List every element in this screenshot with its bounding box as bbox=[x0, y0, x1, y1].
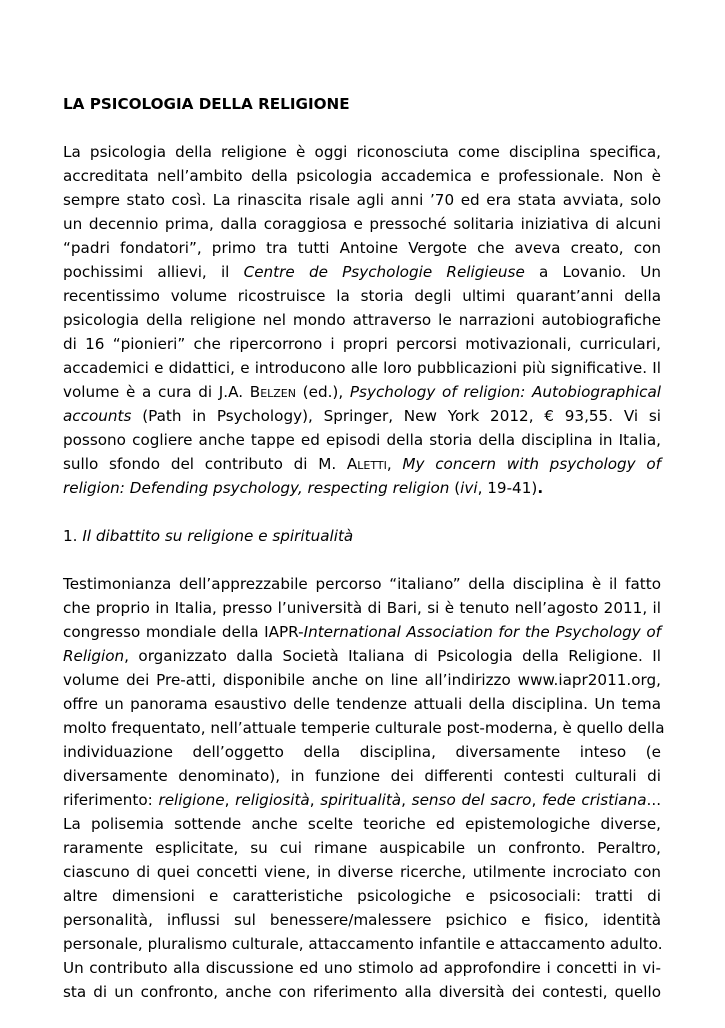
text-run: , 19-41) bbox=[477, 479, 538, 497]
text-line: offre un panorama esaustivo delle tendenze attuali della disciplina. Un tema bbox=[63, 695, 661, 713]
italic-term: religione bbox=[158, 791, 225, 809]
text-run: , bbox=[401, 791, 412, 809]
text-run: , bbox=[309, 791, 321, 809]
text-line: accademici e didattici, e introducono alle loro pubblicazioni più significative. Il bbox=[63, 359, 661, 377]
text-line: che proprio in Italia, presso l’università di Bari, si è tenuto nell’agosto 2011, il bbox=[63, 599, 661, 617]
author-surname: elzen bbox=[260, 383, 296, 401]
body-paragraph bbox=[63, 572, 665, 1004]
document-title: LA PSICOLOGIA DELLA RELIGIONE bbox=[63, 95, 350, 113]
italic-ref: ivi bbox=[460, 479, 478, 497]
italic-title: My concern with psychology of bbox=[402, 455, 661, 473]
text-line: Un contributo alla discussione ed uno stimolo ad approfondire i concetti in vi- bbox=[63, 959, 661, 977]
text-line: volume dei Pre-atti, disponibile anche on line all’indirizzo www.iapr2011.org, bbox=[63, 671, 661, 689]
text-line: un decennio prima, dalla coraggiosa e pressoché solitaria iniziativa di alcuni bbox=[63, 215, 661, 233]
text-run: (ed.), bbox=[295, 383, 350, 401]
text-run: congresso mondiale della IAPR- bbox=[63, 623, 304, 641]
text-run: , bbox=[224, 791, 236, 809]
italic-term: senso del sacro bbox=[411, 791, 532, 809]
text-line: molto frequentato, nell’attuale temperie culturale post-moderna, è quello della bbox=[63, 719, 665, 737]
text-run: , bbox=[531, 791, 543, 809]
text-line: La polisemia sottende anche scelte teoriche ed epistemologiche diverse, bbox=[63, 815, 661, 833]
text-line: diversamente denominato), in funzione dei differenti contesti culturali di bbox=[63, 767, 661, 785]
document-page bbox=[63, 92, 665, 1028]
text-line bbox=[63, 404, 661, 428]
section-heading bbox=[63, 524, 661, 548]
text-run: ... bbox=[646, 791, 662, 809]
italic-title: religion: Defending psychology, respecting religion bbox=[63, 479, 450, 497]
text-run: sullo sfondo del contributo di M. A bbox=[63, 455, 358, 473]
text-run: volume è a cura di J.A. B bbox=[63, 383, 261, 401]
text-run: (Path in Psychology), Springer, New York 2012, € 93,55. Vi si bbox=[131, 407, 661, 425]
text-run: riferimento: bbox=[63, 791, 159, 809]
text-line: individuazione dell’oggetto della disciplina, diversamente inteso (e bbox=[63, 743, 661, 761]
text-line bbox=[63, 452, 661, 476]
intro-paragraph bbox=[63, 140, 661, 500]
text-line: sempre stato così. La rinascita risale agli anni ’70 ed era stata avviata, solo bbox=[63, 191, 661, 209]
text-line: di 16 “pionieri” che ripercorrono i propri percorsi motivazionali, curriculari, bbox=[63, 335, 661, 353]
section-title: Il dibattito su religione e spiritualità bbox=[82, 527, 354, 545]
text-line: Testimonianza dell’apprezzabile percorso “italiano” della disciplina è il fatto bbox=[63, 575, 661, 593]
heading-line bbox=[63, 524, 661, 548]
text-line: altre dimensioni e caratteristiche psicologiche e psicosociali: tratti di bbox=[63, 887, 661, 905]
italic-term: fede cristiana bbox=[542, 791, 647, 809]
text-line: accreditata nell’ambito della psicologia accademica e professionale. Non è bbox=[63, 167, 661, 185]
author-surname: letti bbox=[357, 455, 387, 473]
text-line bbox=[63, 788, 661, 812]
text-run: , organizzato dalla Società Italiana di Psicologia della Religione. Il bbox=[124, 647, 661, 665]
text-line: ciascuno di quei concetti viene, in diverse ricerche, utilmente incrociato con bbox=[63, 863, 661, 881]
italic-title: International Association for the Psychology of bbox=[303, 623, 661, 641]
text-line bbox=[63, 644, 661, 668]
text-run: , bbox=[386, 455, 403, 473]
text-line bbox=[63, 476, 661, 500]
text-line: possono cogliere anche tappe ed episodi della storia della disciplina in Italia, bbox=[63, 431, 661, 449]
text-run: a Lovanio. Un bbox=[524, 263, 661, 281]
text-line bbox=[63, 380, 661, 404]
italic-title: accounts bbox=[63, 407, 132, 425]
italic-title: Centre de Psychologie Religieuse bbox=[243, 263, 525, 281]
text-line bbox=[63, 260, 661, 284]
text-line: psicologia della religione nel mondo attraverso le narrazioni autobiografiche bbox=[63, 311, 661, 329]
text-line: raramente esplicitate, su cui rimane auspicabile un confronto. Peraltro, bbox=[63, 839, 661, 857]
italic-title: Religion bbox=[63, 647, 125, 665]
italic-term: religiosità bbox=[235, 791, 310, 809]
section-number: 1. bbox=[63, 527, 83, 545]
text-line: personalità, influssi sul benessere/malessere psichico e fisico, identità bbox=[63, 911, 661, 929]
italic-term: spiritualità bbox=[320, 791, 402, 809]
text-line: sta di un confronto, anche con riferimento alla diversità dei contesti, quello bbox=[63, 983, 661, 1001]
text-run: pochissimi allievi, il bbox=[63, 263, 244, 281]
bold-period: . bbox=[537, 479, 544, 497]
text-line: recentissimo volume ricostruisce la storia degli ultimi quarant’anni della bbox=[63, 287, 661, 305]
text-run: ( bbox=[449, 479, 461, 497]
text-line: La psicologia della religione è oggi riconosciuta come disciplina specifica, bbox=[63, 143, 661, 161]
italic-title: Psychology of religion: Autobiographical bbox=[349, 383, 661, 401]
text-line: personale, pluralismo culturale, attaccamento infantile e attaccamento adulto. bbox=[63, 935, 663, 953]
text-line bbox=[63, 620, 661, 644]
text-line: “padri fondatori”, primo tra tutti Antoine Vergote che aveva creato, con bbox=[63, 239, 661, 257]
